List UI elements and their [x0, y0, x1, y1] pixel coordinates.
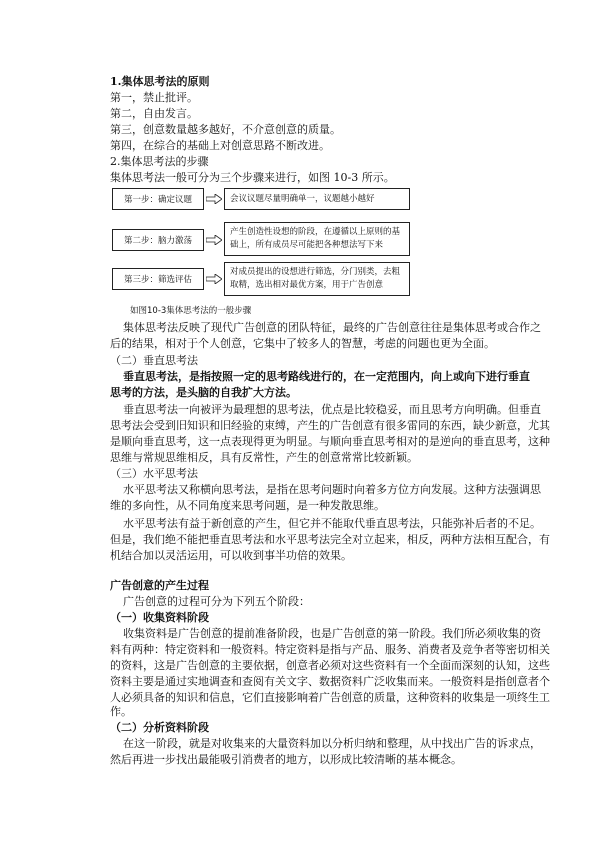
paragraph-line: 思维与常规思维相反，具有反常性，产生的创意常常比较新颖。	[110, 451, 418, 464]
paragraph-line: 水平思考法又称横向思考法，是指在思考问题时向着多方位方向发展。这种方法强调思	[123, 483, 541, 496]
paragraph-line: 人必须具备的知识和信息，它们直接影响着广告创意的质量，这种资料的收集是一项终生工	[110, 691, 550, 704]
step-box-2: 第二步：脑力激荡	[112, 229, 204, 251]
step-desc-1: 会议议题尽量明确单一，议题越小越好	[224, 188, 410, 210]
principle-1: 第一，禁止批评。	[110, 91, 198, 104]
arrow-right-icon	[206, 194, 222, 204]
paragraph-line: 在这一阶段，就是对收集来的大量资料加以分析归纳和整理，从中找出广告的诉求点，	[123, 737, 541, 750]
paragraph-line: 水平思考法有益于新创意的产生，但它并不能取代垂直思考法，只能弥补后者的不足。	[123, 517, 541, 530]
step-desc-2: 产生创造性设想的阶段，在遵循以上原则的基础上，所有成员尽可能把各种想法写下来	[224, 222, 410, 256]
paragraph-line: 收集资料是广告创意的提前准备阶段，也是广告创意的第一阶段。我们所必须收集的资	[123, 627, 541, 640]
arrow-right-icon	[206, 235, 222, 245]
step-desc-3: 对成员提出的设想进行筛选，分门别类，去粗取精，选出相对最优方案，用于广告创意	[224, 262, 410, 296]
definition-line: 思考的方法，是头脑的自我扩大方法。	[110, 386, 297, 399]
paragraph-line: 资料主要是通过实地调查和查阅有关文字、数据资料广泛收集而来。一般资料是指创意者个	[110, 675, 550, 688]
principle-4: 第四，在综合的基础上对创意思路不断改进。	[110, 139, 330, 152]
subsection-heading-horizontal: （三）水平思考法	[110, 467, 198, 480]
paragraph-line: 然后再进一步找出最能吸引消费者的地方，以形成比较清晰的基本概念。	[110, 753, 462, 766]
subsection-heading-vertical: （二）垂直思考法	[110, 354, 198, 367]
process-intro: 广告创意的过程可分为下列五个阶段：	[123, 595, 310, 608]
definition-line: 垂直思考法，是指按照一定的思考路线进行的，在一定范围内，向上或向下进行垂直	[123, 370, 530, 383]
paragraph-line: 维的多向性，从不同角度来思考问题，是一种发散思维。	[110, 499, 385, 512]
paragraph-line: 机结合加以灵活运用，可以收到事半功倍的效果。	[110, 549, 352, 562]
paragraph-line: 的资料，这是广告创意的主要依据，创意者必须对这些资料有一个全面而深刻的认知，这些	[110, 659, 550, 672]
steps-intro: 集体思考法一般可分为三个步骤来进行，如图 10-3 所示。	[110, 171, 395, 184]
section-heading-steps: 2.集体思考法的步骤	[110, 155, 209, 168]
paragraph-line: 垂直思考法一向被评为最理想的思考法，优点是比较稳妥，而且思考方向明确。但垂直	[123, 403, 541, 416]
step-box-1: 第一步：确定议题	[112, 188, 204, 210]
paragraph-line: 后的结果，相对于个人创意，它集中了较多人的智慧，考虑的问题也更为全面。	[110, 337, 495, 350]
principle-2: 第二，自由发言。	[110, 107, 198, 120]
section-heading-principles: 1.集体思考法的原则	[110, 75, 210, 88]
figure-caption: 如图10-3集体思考法的一般步骤	[130, 306, 252, 316]
paragraph-line: 料有两种：特定资料和一般资料。特定资料是指与产品、服务、消费者及竞争者等密切相关	[110, 643, 550, 656]
steps-diagram	[112, 184, 412, 300]
step-box-3: 第三步：筛选评估	[112, 268, 204, 290]
section-title-process: 广告创意的产生过程	[110, 579, 209, 592]
paragraph-line: 是顺向垂直思考，这一点表现得更为明显。与顺向垂直思考相对的是逆向的垂直思考，这种	[110, 435, 550, 448]
stage-heading-1: （一）收集资料阶段	[110, 611, 209, 624]
paragraph-line: 集体思考法反映了现代广告创意的团队特征，最终的广告创意往往是集体思考或合作之	[123, 321, 541, 334]
paragraph-line: 但是，我们绝不能把垂直思考法和水平思考法完全对立起来，相反，两种方法相互配合，有	[110, 533, 550, 546]
paragraph-line: 思考法会受到旧知识和旧经验的束缚，产生的广告创意有很多雷同的东西，缺少新意，尤其	[110, 419, 550, 432]
stage-heading-2: （二）分析资料阶段	[110, 721, 209, 734]
principle-3: 第三，创意数量越多越好，不介意创意的质量。	[110, 123, 341, 136]
paragraph-line: 作。	[110, 705, 132, 718]
arrow-right-icon	[206, 274, 222, 284]
